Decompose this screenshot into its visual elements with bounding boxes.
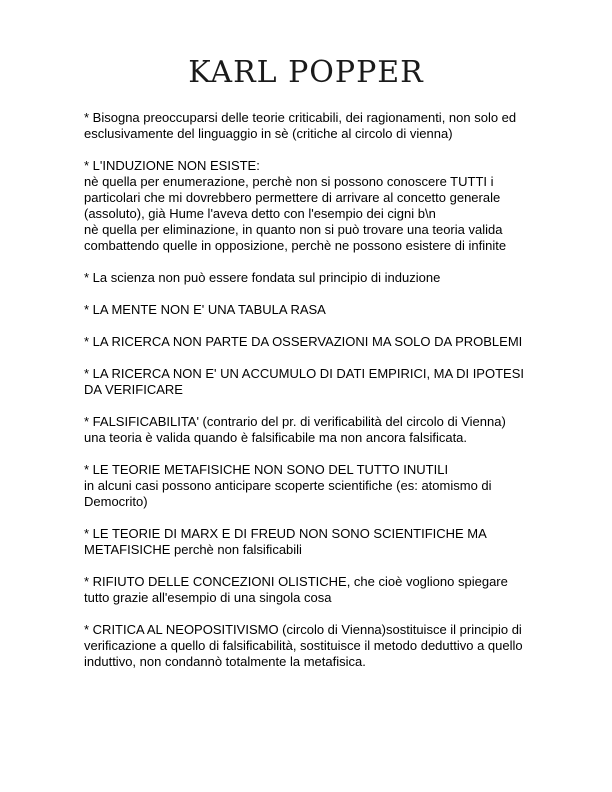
text-line: * La scienza non può essere fondata sul principio di induzione — [84, 270, 441, 285]
page-title: KARL POPPER — [188, 55, 424, 90]
text-line: in alcuni casi possono anticipare scoperte scientifiche (es: atomismo di — [84, 478, 492, 493]
text-line: induttivo, non condannò totalmente la metafisica. — [84, 654, 366, 669]
paragraph — [84, 574, 570, 606]
paragraph — [84, 158, 570, 254]
text-line: esclusivamente del linguaggio in sè (critiche al circolo di vienna) — [84, 126, 453, 141]
paragraph — [84, 462, 570, 510]
paragraph — [84, 270, 570, 286]
text-line: * RIFIUTO DELLE CONCEZIONI OLISTICHE, che cioè vogliono spiegare — [84, 574, 508, 589]
text-line: * CRITICA AL NEOPOSITIVISMO (circolo di Vienna)sostituisce il principio di — [84, 622, 522, 637]
text-line: * LE TEORIE DI MARX E DI FREUD NON SONO SCIENTIFICHE MA — [84, 526, 487, 541]
text-line: METAFISICHE perchè non falsificabili — [84, 542, 302, 557]
text-line: una teoria è valida quando è falsificabile ma non ancora falsificata. — [84, 430, 468, 445]
text-line: nè quella per eliminazione, in quanto non si può trovare una teoria valida — [84, 222, 503, 237]
text-line: * LA RICERCA NON E' UN ACCUMULO DI DATI EMPIRICI, MA DI IPOTESI — [84, 366, 524, 381]
text-line: * L'INDUZIONE NON ESISTE: — [84, 158, 260, 173]
paragraph — [84, 366, 570, 398]
paragraph — [84, 334, 570, 350]
text-line: * FALSIFICABILITA' (contrario del pr. di verificabilità del circolo di Vienna) — [84, 414, 506, 429]
text-line: * LA MENTE NON E' UNA TABULA RASA — [84, 302, 326, 317]
text-line: * LE TEORIE METAFISICHE NON SONO DEL TUTTO INUTILI — [84, 462, 449, 477]
text-line: particolari che mi dovrebbero permettere di arrivare al concetto generale — [84, 190, 501, 205]
document-body — [84, 110, 570, 686]
text-line: * LA RICERCA NON PARTE DA OSSERVAZIONI MA SOLO DA PROBLEMI — [84, 334, 523, 349]
text-line: nè quella per enumerazione, perchè non si possono conoscere TUTTI i — [84, 174, 494, 189]
paragraph — [84, 414, 570, 446]
paragraph — [84, 110, 570, 142]
paragraph — [84, 526, 570, 558]
text-line: verificazione a quello di falsificabilità, sostituisce il metodo deduttivo a quello — [84, 638, 523, 653]
text-line: (assoluto), già Hume l'aveva detto con l'esempio dei cigni b\n — [84, 206, 436, 221]
text-line: DA VERIFICARE — [84, 382, 183, 397]
paragraph — [84, 302, 570, 318]
text-line: combattendo quelle in opposizione, perchè ne possono esistere di infinite — [84, 238, 507, 253]
paragraph — [84, 622, 570, 670]
text-line: Democrito) — [84, 494, 148, 509]
text-line: tutto grazie all'esempio di una singola cosa — [84, 590, 332, 605]
text-line: * Bisogna preoccuparsi delle teorie criticabili, dei ragionamenti, non solo ed — [84, 110, 517, 125]
